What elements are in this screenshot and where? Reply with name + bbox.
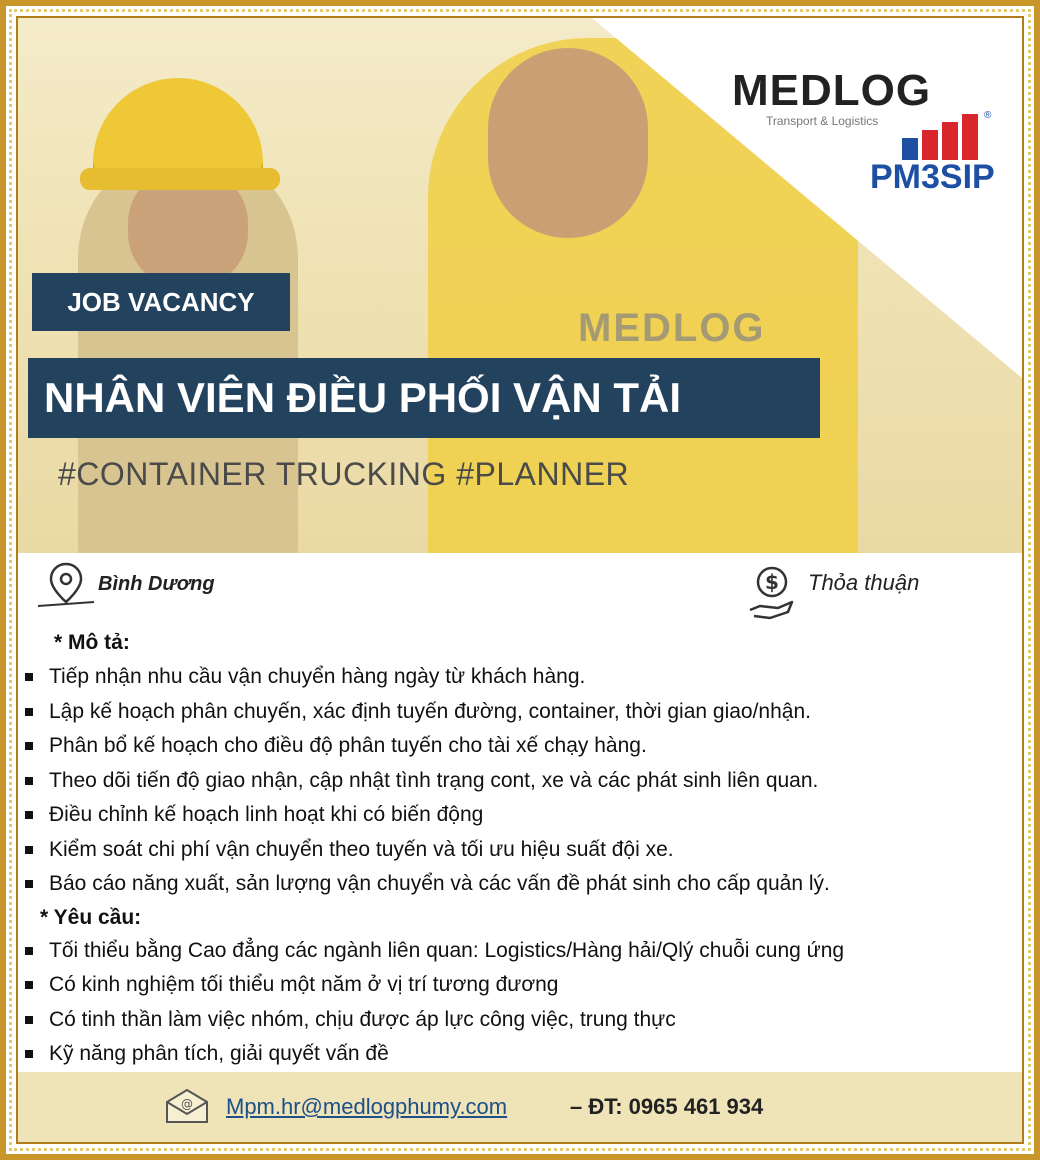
job-location: Bình Dương (98, 573, 215, 595)
list-item-text: Kỹ năng phân tích, giải quyết vấn đề (49, 1042, 389, 1065)
list-item (18, 695, 1022, 730)
pm3sip-bars-icon (902, 114, 982, 160)
svg-text:@: @ (181, 1097, 193, 1111)
list-item-text: Báo cáo năng xuất, sản lượng vận chuyển và các vấn đề phát sinh cho cấp quản lý. (49, 872, 830, 895)
location-pin-icon (36, 560, 96, 610)
list-item (18, 1003, 1022, 1038)
dollar-hand-icon (748, 564, 796, 622)
medlog-tagline: Transport & Logistics (766, 114, 879, 128)
poster (16, 16, 1024, 1144)
bullet-icon (25, 1016, 33, 1024)
medlog-logo: MEDLOG (732, 66, 932, 115)
contact-footer (18, 1072, 1022, 1142)
bullet-icon (25, 947, 33, 955)
requirements-list (18, 934, 1022, 1072)
list-item (18, 867, 1022, 902)
salary: Thỏa thuận (808, 570, 920, 595)
list-item-text: Có tinh thần làm việc nhóm, chịu được áp lực công việc, trung thực (49, 1007, 676, 1031)
bullet-icon (25, 777, 33, 785)
bullet-icon (25, 742, 33, 750)
list-item (18, 729, 1022, 764)
job-vacancy-badge: JOB VACANCY (32, 273, 290, 331)
list-item-text: Có kinh nghiệm tối thiểu một năm ở vị trí tương đương (49, 973, 559, 996)
list-item-text: Điều chỉnh kế hoạch linh hoạt khi có biến động (49, 803, 484, 826)
job-details (18, 626, 1022, 1072)
registered-mark: ® (984, 110, 992, 121)
hero-photo (18, 18, 1022, 553)
list-item (18, 660, 1022, 695)
description-list (18, 660, 1022, 902)
job-tags: #CONTAINER TRUCKING #PLANNER (58, 456, 630, 492)
list-item (18, 798, 1022, 833)
pm3sip-logo: PM3SIP (870, 158, 995, 196)
list-item-text: Lập kế hoạch phân chuyến, xác định tuyến đường, container, thời gian giao/nhận. (49, 699, 811, 723)
list-item-text: Tiếp nhận nhu cầu vận chuyển hàng ngày từ khách hàng. (49, 665, 586, 688)
bullet-icon (25, 811, 33, 819)
description-heading: * Mô tả: (54, 631, 130, 654)
email-link[interactable]: Mpm.hr@medlogphumy.com (226, 1094, 508, 1119)
requirements-heading: * Yêu cầu: (40, 905, 142, 929)
svg-text:$: $ (765, 570, 779, 594)
bullet-icon (25, 673, 33, 681)
list-item-text: Theo dõi tiến độ giao nhận, cập nhật tình trạng cont, xe và các phát sinh liên quan. (49, 768, 819, 792)
list-item (18, 833, 1022, 868)
list-item-text: Phân bổ kế hoạch cho điều độ phân tuyến cho tài xế chạy hàng. (49, 734, 647, 757)
phone-number: – ĐT: 0965 461 934 (570, 1094, 764, 1119)
list-item (18, 968, 1022, 1003)
bullet-icon (25, 846, 33, 854)
list-item (18, 1037, 1022, 1072)
list-item-text: Tối thiểu bằng Cao đẳng các ngành liên quan: Logistics/Hàng hải/Qlý chuỗi cung ứng (49, 938, 845, 962)
envelope-icon (164, 1088, 210, 1124)
bullet-icon (25, 981, 33, 989)
list-item (18, 934, 1022, 969)
hard-hat-brim (80, 168, 280, 190)
bullet-icon (25, 708, 33, 716)
list-item-text: Kiểm soát chi phí vận chuyển theo tuyến và tối ưu hiệu suất đội xe. (49, 837, 674, 861)
list-item (18, 764, 1022, 799)
job-title: NHÂN VIÊN ĐIỀU PHỐI VẬN TẢI (28, 358, 820, 438)
bullet-icon (25, 1050, 33, 1058)
shirt-logo: MEDLOG (578, 306, 766, 350)
bullet-icon (25, 880, 33, 888)
